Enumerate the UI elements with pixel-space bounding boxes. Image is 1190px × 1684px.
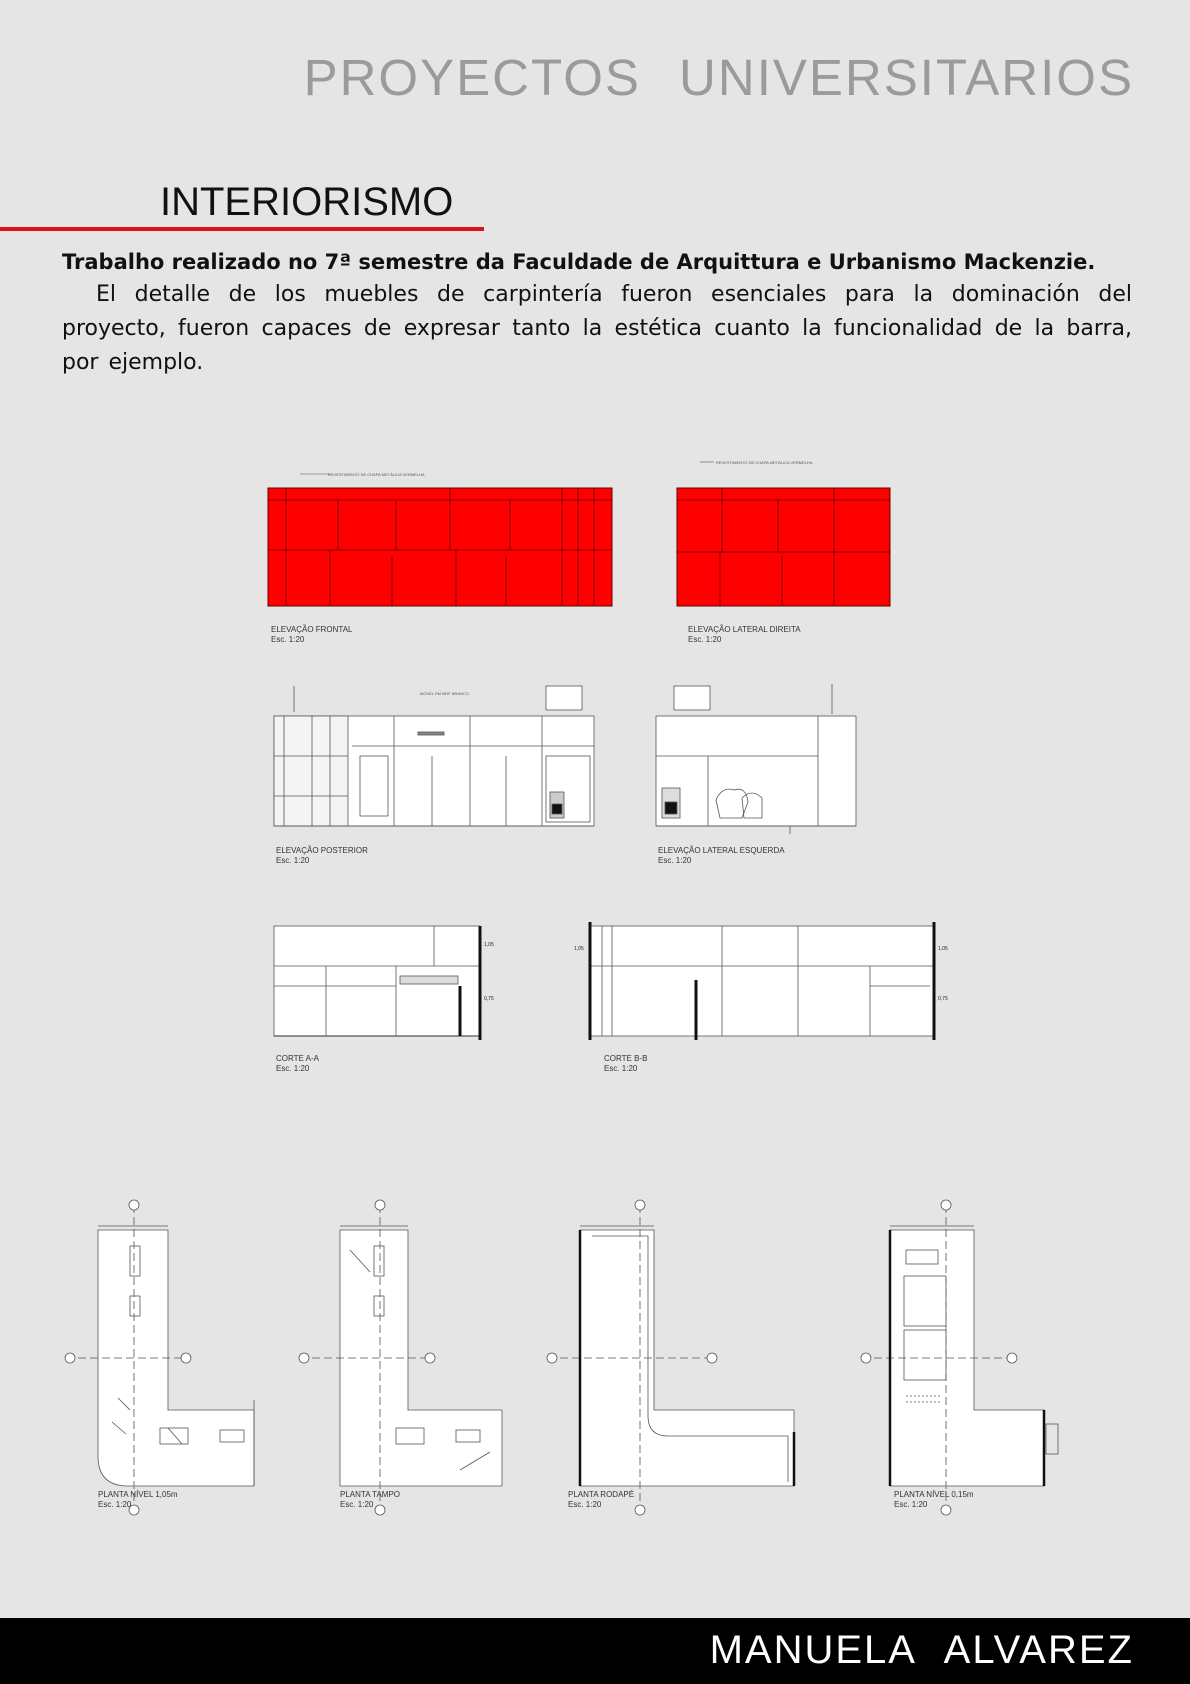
svg-text:0,75: 0,75: [484, 996, 494, 1002]
left-elevation-caption: ELEVAÇÃO LATERAL ESQUERDA: [658, 846, 785, 855]
front-elevation-note: REVESTIMENTO DE CHAPA METÁLICA VERMELHA: [328, 472, 425, 477]
plan-4-caption: PLANTA NÍVEL 0,15m: [894, 1490, 974, 1499]
plan-4: [861, 1200, 1058, 1515]
plan-2-scale: Esc. 1:20: [340, 1500, 374, 1509]
red-panel-side: [677, 488, 890, 606]
plan-3: [547, 1200, 794, 1515]
section-aa-scale: Esc. 1:20: [276, 1064, 310, 1073]
svg-text:0,75: 0,75: [938, 996, 948, 1002]
section-aa: [274, 926, 494, 1073]
plan-2: [299, 1200, 502, 1515]
rear-elevation-scale: Esc. 1:20: [276, 856, 310, 865]
intro-body: El detalle de los muebles de carpintería fueron esenciales para la dominación del proyecto, fueron capaces de expresar tanto la estética cuanto la funcionalidad de la barra, por ejemplo.: [62, 282, 1132, 375]
section-bb-caption: CORTE B-B: [604, 1054, 648, 1063]
right-elevation-scale: Esc. 1:20: [688, 635, 722, 644]
page-title: PROYECTOS UNIVERSITARIOS: [303, 49, 1134, 106]
front-elevation-scale: Esc. 1:20: [271, 635, 305, 644]
right-elevation: [677, 460, 890, 644]
plan-4-scale: Esc. 1:20: [894, 1500, 928, 1509]
left-elevation-scale: Esc. 1:20: [658, 856, 692, 865]
author-name: MANUELA ALVAREZ: [709, 1628, 1134, 1672]
footer-bar: [0, 1618, 1190, 1684]
right-elevation-note: REVESTIMENTO DE CHAPA METÁLICA VERMELHA: [716, 460, 813, 465]
section-bb-scale: Esc. 1:20: [604, 1064, 638, 1073]
plan-3-caption: PLANTA RODAPÉ: [568, 1490, 635, 1499]
svg-text:1,05: 1,05: [938, 946, 948, 952]
left-elevation: [656, 684, 856, 865]
svg-text:1,05: 1,05: [574, 946, 584, 952]
plan-1-scale: Esc. 1:20: [98, 1500, 132, 1509]
red-panel-front: [268, 488, 612, 606]
right-elevation-caption: ELEVAÇÃO LATERAL DIREITA: [688, 625, 801, 634]
plan-3-scale: Esc. 1:20: [568, 1500, 602, 1509]
rear-elevation-caption: ELEVAÇÃO POSTERIOR: [276, 846, 368, 855]
section-bb: [574, 922, 948, 1073]
intro-lead: Trabalho realizado no 7ª semestre da Faculdade de Arquittura e Urbanismo Mackenzie.: [62, 250, 1096, 274]
svg-text:1,05: 1,05: [484, 942, 494, 948]
section-aa-caption: CORTE A-A: [276, 1054, 319, 1063]
plan-1: [65, 1200, 254, 1515]
section-title: INTERIORISMO: [160, 180, 454, 224]
rear-elevation: [274, 686, 594, 865]
rear-elevation-note: MÓVEL EM MDF BRANCO: [420, 691, 469, 696]
plan-1-caption: PLANTA NÍVEL 1,05m: [98, 1490, 178, 1499]
front-elevation: [268, 472, 612, 644]
front-elevation-caption: ELEVAÇÃO FRONTAL: [271, 625, 353, 634]
plan-2-caption: PLANTA TAMPO: [340, 1490, 401, 1499]
